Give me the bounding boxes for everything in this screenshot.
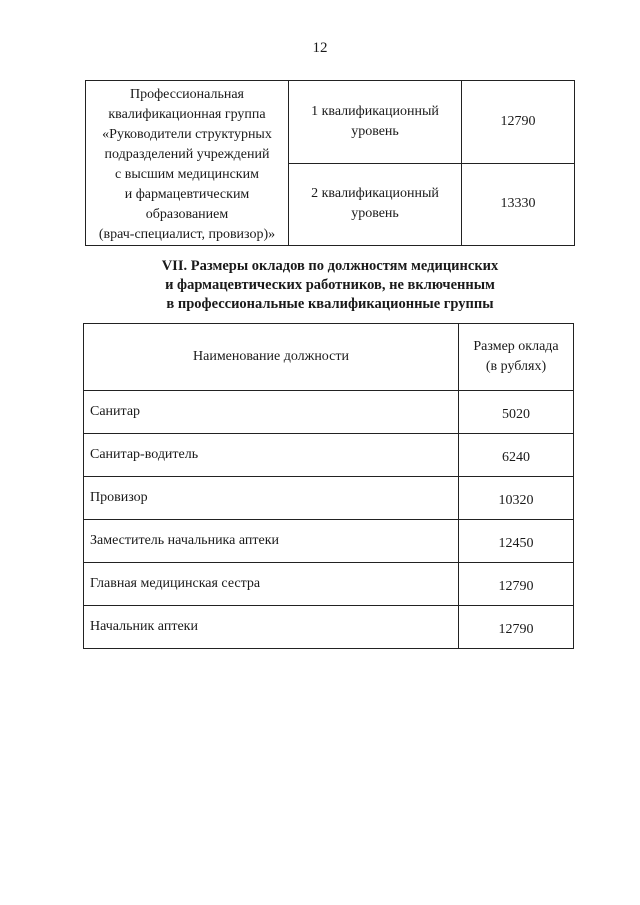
position-name: Главная медицинская сестра — [84, 563, 459, 606]
table-row — [84, 606, 574, 649]
section-title-line: VII. Размеры окладов по должностям медицинских — [161, 258, 499, 274]
table-header-row — [84, 324, 574, 391]
position-name: Санитар — [84, 391, 459, 434]
header-salary-amount — [459, 324, 574, 391]
level-label: 2 квалификационный — [311, 186, 439, 202]
level-label: уровень — [351, 206, 399, 222]
header-position-name: Наименование должности — [84, 324, 459, 391]
qualification-group-table — [85, 80, 575, 246]
group-name-line: с высшим медицинским — [115, 167, 259, 182]
level-salary: 13330 — [462, 163, 575, 246]
salary-amount: 10320 — [459, 477, 574, 520]
salary-amount: 12790 — [459, 563, 574, 606]
table-row — [84, 563, 574, 606]
qualification-level — [289, 81, 462, 164]
section-title-line: и фармацевтических работников, не включенным — [165, 277, 495, 293]
group-name-line: «Руководители структурных — [102, 127, 272, 142]
table-row — [84, 391, 574, 434]
section-title-line: в профессиональные квалификационные группы — [166, 296, 494, 312]
group-name-line: и фармацевтическим — [124, 187, 250, 202]
position-name: Санитар-водитель — [84, 434, 459, 477]
level-label: 1 квалификационный — [311, 103, 439, 119]
level-salary: 12790 — [462, 81, 575, 164]
salary-table — [83, 323, 574, 649]
header-amount-line: (в рублях) — [485, 359, 547, 374]
group-name-line: образованием — [145, 207, 229, 222]
position-name: Начальник аптеки — [84, 606, 459, 649]
section-title — [80, 257, 580, 314]
salary-amount: 6240 — [459, 434, 574, 477]
header-amount-line: Размер оклада — [473, 339, 559, 354]
qualification-group-name — [86, 81, 289, 246]
position-name: Провизор — [84, 477, 459, 520]
position-name: Заместитель начальника аптеки — [84, 520, 459, 563]
salary-amount: 12450 — [459, 520, 574, 563]
page-number: 12 — [312, 40, 328, 56]
group-name-line: подразделений учреждений — [104, 147, 270, 162]
salary-amount: 5020 — [459, 391, 574, 434]
group-name-line: (врач-специалист, провизор)» — [98, 227, 276, 242]
level-label: уровень — [351, 123, 399, 139]
salary-amount: 12790 — [459, 606, 574, 649]
qualification-level — [289, 163, 462, 246]
group-name-line: Профессиональная — [129, 87, 244, 102]
table-row — [86, 81, 575, 164]
table-row — [84, 477, 574, 520]
group-name-line: квалификационная группа — [108, 107, 266, 122]
table-row — [84, 434, 574, 477]
table-row — [84, 520, 574, 563]
